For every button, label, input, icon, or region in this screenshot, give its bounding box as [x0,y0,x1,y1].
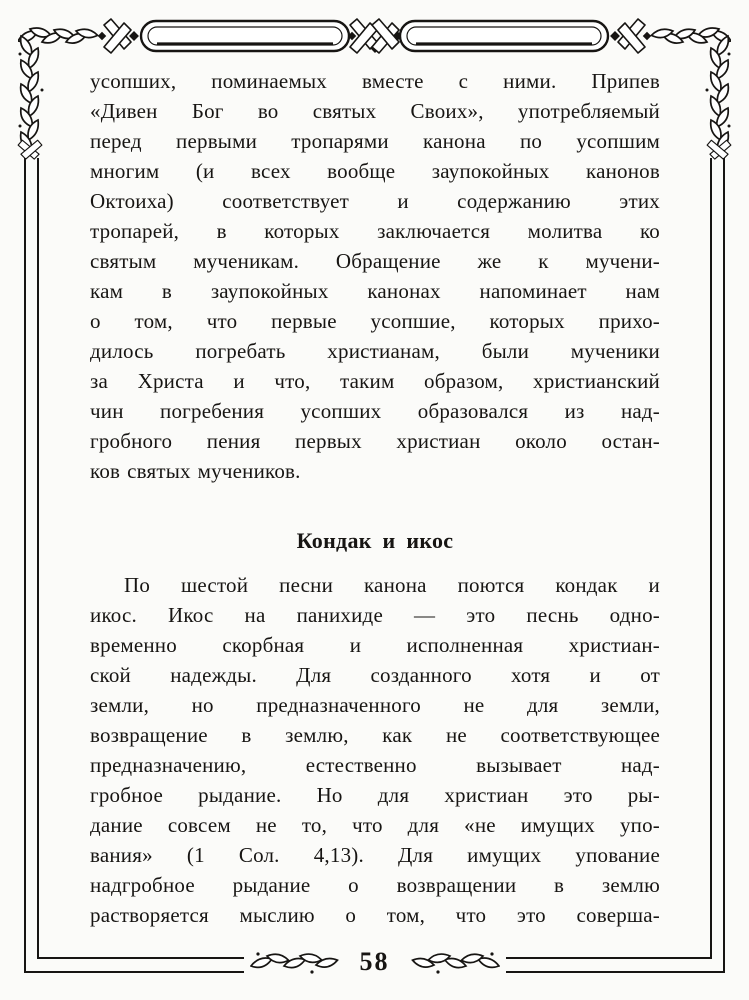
text-line: вания» (1 Сол. 4,13). Для имущих упование [90,843,660,867]
text-line: ков святых мучеников. [90,459,301,483]
page-number: 58 [359,947,390,976]
text-line: икос. Икос на панихиде — это песнь одно- [90,603,660,627]
text-line: кам в заупокойных канонах напоминает нам [90,279,660,303]
frame-line [24,158,26,973]
text-line: растворяется мыслию о том, что это соверша- [90,903,660,927]
text-line: тропарей, в которых заключается молитва ко [90,219,660,243]
text-line: возвращение в землю, как не соответствующее [90,723,660,747]
text-line: Октоиха) соответствует и содержанию этих [90,189,660,213]
text-line: о том, что первые усопшие, которых прихо- [90,309,660,333]
frame-line [37,158,39,959]
text-line: чин погребения усопших образовался из над- [90,399,660,423]
frame-line [710,158,712,959]
text-block [90,66,660,930]
text-line: гробного пения первых христиан около остан- [90,429,660,453]
text-line: дание совсем не то, что для «не имущих упо- [90,813,660,837]
frame-line [723,158,725,973]
text-line: многим (и всех вообще заупокойных канонов [90,159,660,183]
text-line: дилось погребать христианам, были мученики [90,339,660,363]
left-border-laurel-braid-icon [14,34,48,166]
text-line: земли, но предназначенного не для земли, [90,693,660,717]
text-line: временно скорбная и исполненная христиан- [90,633,660,657]
text-line: усопших, поминаемых вместе с ними. Припев [90,69,660,93]
text-line: перед первыми тропарями канона по усопшим [90,129,660,153]
laurel-sprig-right-icon [405,947,500,977]
text-line: гробное рыдание. Но для христиан это ры- [90,783,660,807]
text-line: ской надежды. Для созданного хотя и от [90,663,660,687]
right-border-laurel-braid-icon [701,34,735,166]
text-line: «Дивен Бог во святых Своих», употребляемый [90,99,660,123]
text-line: надгробное рыдание о возвращении в землю [90,873,660,897]
section-heading: Кондак и икос [296,528,454,553]
text-line: святым мученикам. Обращение же к мучени- [90,249,660,273]
text-line: за Христа и что, таким образом, христианский [90,369,660,393]
laurel-sprig-left-icon [250,947,345,977]
text-line: По шестой песни канона поются кондак и [124,573,660,597]
top-border-laurel-ornament-icon [18,14,731,60]
page-footer [244,940,506,984]
text-line: предназначению, естественно вызывает над- [90,753,660,777]
